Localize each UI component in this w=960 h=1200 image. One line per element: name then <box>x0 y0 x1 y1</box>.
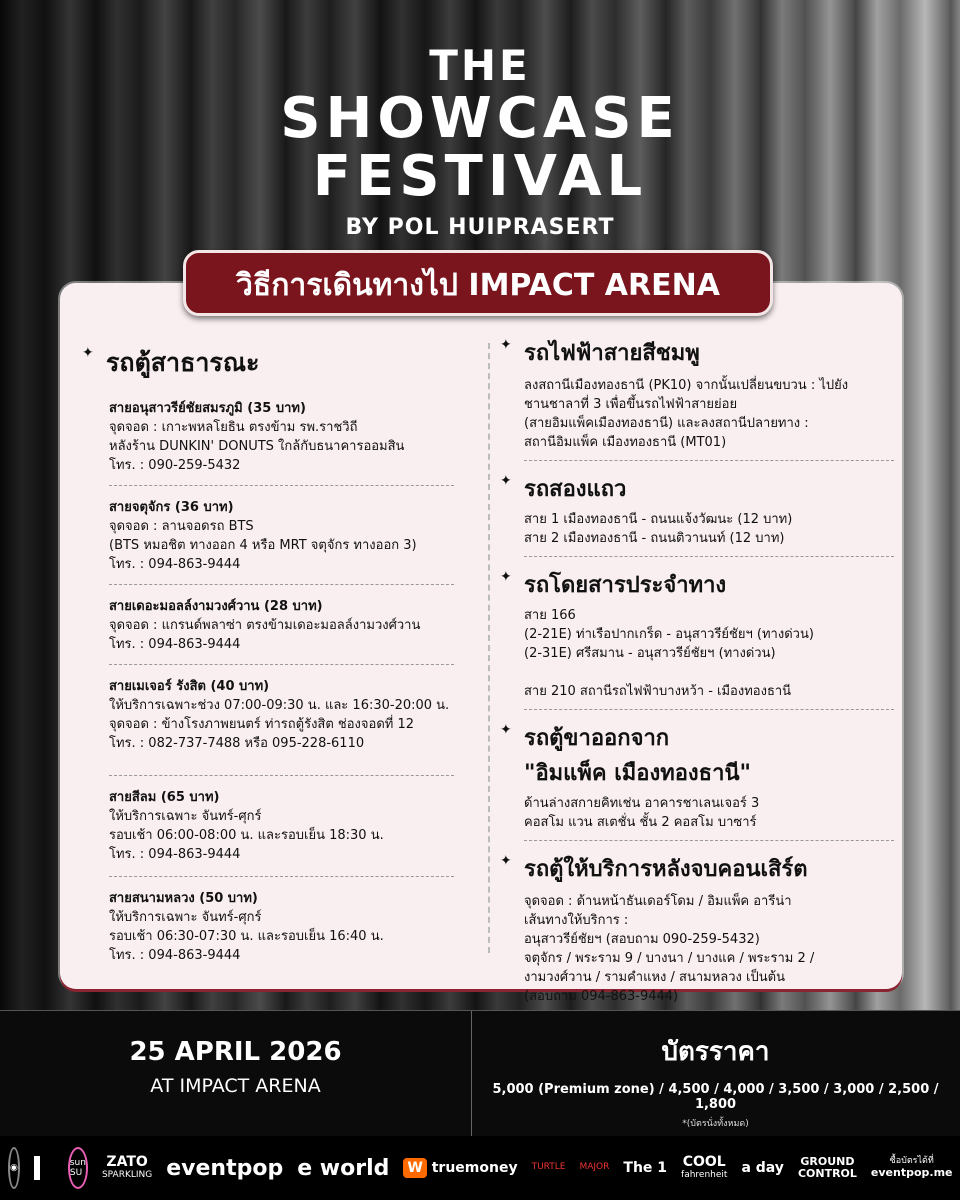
route-line: จุดจอด : แกรนด์พลาซ่า ตรงข้ามเดอะมอลล์งามวงศ์วาน <box>109 618 421 633</box>
route-line: หลังร้าน DUNKIN' DONUTS ใกล้กับธนาคารออมสิน <box>109 439 405 454</box>
sparkle-icon: ✦ <box>500 337 512 353</box>
eventpop-logo: eventpop <box>166 1155 284 1181</box>
sun-su-logo <box>68 1147 88 1189</box>
info-line: (2-21E) ท่าเรือปากเกร็ด - อนุสาวรีย์ชัยฯ (ทางด่วน) <box>524 627 814 642</box>
route-name: สายจตุจักร (36 บาท) <box>109 500 234 515</box>
info-line: สถานีอิมแพ็ค เมืองทองธานี (MT01) <box>524 435 727 450</box>
route-line: รอบเช้า 06:00-08:00 น. และรอบเย็น 18:30 น. <box>109 828 384 843</box>
route-block <box>109 889 502 965</box>
info-line: (สายอิมแพ็คเมืองทองธานี) และลงสถานีปลายทาง : <box>524 416 809 431</box>
info-card <box>60 283 902 1004</box>
route-line: จุดจอด : ลานจอดรถ BTS <box>109 519 254 534</box>
buy-site: eventpop.me <box>870 1165 953 1179</box>
dashed-separator <box>524 556 894 557</box>
info-line: งามวงศ์วาน / รามคำแหง / สนามหลวง เป็นต้น <box>524 970 785 985</box>
logo-by: BY POL HUIPRASERT <box>345 215 615 240</box>
bus-section <box>500 567 900 701</box>
info-line: จตุจักร / พระราม 9 / บางนา / บางแค / พระราม 2 / <box>524 951 815 966</box>
aday-logo: a day <box>741 1160 784 1176</box>
dashed-separator <box>109 775 454 776</box>
info-line: ชานชาลาที่ 3 เพื่อขึ้นรถไฟฟ้าสายย่อย <box>524 397 738 412</box>
turtle-logo: TURTLE <box>531 1162 566 1173</box>
qr-logo-icon <box>34 1156 40 1180</box>
pink-line-section <box>500 335 900 452</box>
info-line: สาย 2 เมืองทองธานี - ถนนติวานนท์ (12 บาท) <box>524 531 785 546</box>
sparkle-icon: ✦ <box>500 853 512 869</box>
festival-logo <box>0 41 960 240</box>
heading-text: รถตู้ขาออกจาก <box>524 726 670 751</box>
price-note: *(บัตรนั่งทั้งหมด) <box>682 1119 749 1129</box>
zato-logo <box>102 1155 152 1180</box>
price-title: บัตรราคา <box>661 1037 770 1067</box>
buy-ticket-link[interactable] <box>871 1157 953 1179</box>
songthaew-section <box>500 471 900 548</box>
dashed-separator <box>109 664 454 665</box>
route-line: โทร. : 090-259-5432 <box>109 458 241 473</box>
route-block <box>109 788 502 864</box>
route-line: โทร. : 094-863-9444 <box>109 637 241 652</box>
bus-heading <box>500 567 900 602</box>
route-block <box>109 597 502 654</box>
van-out-section <box>500 720 900 832</box>
sponsor-bar <box>0 1136 960 1200</box>
info-line: คอสโม แวน สเตชั่น ชั้น 2 คอสโม บาซาร์ <box>524 815 757 830</box>
vinyl-logo-icon: ◉ <box>8 1147 20 1189</box>
route-name: สายอนุสาวรีย์ชัยสมรภูมิ (35 บาท) <box>109 401 306 416</box>
heading-text: รถตู้ให้บริการหลังจบคอนเสิร์ต <box>524 857 808 882</box>
route-line: โทร. : 094-863-9444 <box>109 847 241 862</box>
route-block <box>109 677 502 753</box>
sponsor-subtext: fahrenheit <box>681 1169 728 1180</box>
truemoney-w-icon: W <box>403 1158 426 1178</box>
route-line: จุดจอด : เกาะพหลโยธิน ตรงข้าม รพ.ราชวิถี <box>109 420 358 435</box>
ground-control-logo <box>798 1156 857 1180</box>
heading-text: รถไฟฟ้าสายสีชมพู <box>524 341 700 366</box>
sponsor-subtext: SPARKLING <box>101 1169 153 1180</box>
route-line: โทร. : 094-863-9444 <box>109 948 241 963</box>
sparkle-icon: ✦ <box>500 569 512 585</box>
van-out-heading-2: "อิมแพ็ค เมืองทองธานี" <box>524 761 751 786</box>
eworld-logo: e world <box>297 1155 390 1181</box>
footer-bar <box>0 1010 960 1137</box>
event-date-block <box>0 1037 471 1097</box>
sparkle-icon: ✦ <box>82 345 94 361</box>
info-line: สาย 1 เมืองทองธานี - ถนนแจ้งวัฒนะ (12 บาท) <box>524 512 793 527</box>
route-block <box>109 399 502 475</box>
route-name: สายสีลม (65 บาท) <box>109 790 220 805</box>
ticket-price-block <box>471 1031 960 1130</box>
right-column <box>500 335 900 1006</box>
dashed-separator <box>109 876 454 877</box>
route-block <box>109 498 502 574</box>
dashed-separator <box>524 460 894 461</box>
page-title: วิธีการเดินทางไป IMPACT ARENA <box>183 250 773 316</box>
after-concert-section <box>500 851 900 1006</box>
info-line: สาย 166 <box>524 608 576 623</box>
logo-festival: FESTIVAL <box>312 144 648 209</box>
major-logo: MAJOR <box>579 1162 610 1173</box>
info-line: เส้นทางให้บริการ : <box>524 913 629 928</box>
sponsor-text: ZATO <box>106 1154 148 1171</box>
info-line: อนุสาวรีย์ชัยฯ (สอบถาม 090-259-5432) <box>524 932 760 947</box>
sponsor-text: CONTROL <box>797 1167 857 1180</box>
heading-text: รถตู้สาธารณะ <box>106 348 260 377</box>
cool-fahrenheit-logo <box>681 1155 727 1180</box>
heading-text: รถโดยสารประจำทาง <box>524 573 727 598</box>
truemoney-logo <box>403 1160 517 1176</box>
route-name: สายเมเจอร์ รังสิต (40 บาท) <box>109 679 270 694</box>
route-line: ให้บริการเฉพาะ จันทร์-ศุกร์ <box>109 809 262 824</box>
the1-logo: The 1 <box>623 1160 668 1176</box>
dashed-separator <box>109 584 454 585</box>
route-name: สายเดอะมอลล์งามวงศ์วาน (28 บาท) <box>109 599 323 614</box>
sponsor-text: GROUND <box>800 1154 855 1168</box>
route-line: โทร. : 094-863-9444 <box>109 557 241 572</box>
info-line: จุดจอด : ด้านหน้าธันเดอร์โดม / อิมแพ็ค อารีน่า <box>524 894 792 909</box>
public-van-section <box>82 343 502 965</box>
info-line: ลงสถานีเมืองทองธานี (PK10) จากนั้นเปลี่ยนขบวน : ไปยัง <box>524 378 849 393</box>
info-line: สาย 210 สถานีรถไฟฟ้าบางหว้า - เมืองทองธานี <box>524 684 792 699</box>
event-date: 25 APRIL 2026 <box>129 1037 342 1067</box>
dashed-separator <box>109 485 454 486</box>
event-venue: AT IMPACT ARENA <box>150 1075 321 1097</box>
van-out-heading <box>500 720 900 755</box>
pink-line-heading <box>500 335 900 370</box>
route-name: สายสนามหลวง (50 บาท) <box>109 891 258 906</box>
songthaew-heading <box>500 471 900 506</box>
sponsor-text: truemoney <box>431 1160 518 1176</box>
buy-label: ซื้อบัตรได้ที่ <box>889 1156 934 1166</box>
heading-text: รถสองแถว <box>524 477 627 502</box>
public-van-heading <box>82 343 502 383</box>
logo-the: THE <box>429 41 531 90</box>
route-line: จุดจอด : ข้างโรงภาพยนตร์ ท่ารถตู้รังสิต ช่องจอดที่ 12 <box>109 717 415 732</box>
dashed-separator <box>524 840 894 841</box>
price-list: 5,000 (Premium zone) / 4,500 / 4,000 / 3,500 / 3,000 / 2,500 / 1,800 <box>492 1082 939 1112</box>
logo-showcase: SHOWCASE <box>280 86 680 151</box>
sponsor-text: COOL <box>682 1154 726 1171</box>
after-concert-heading <box>500 851 900 886</box>
sponsor-text: sun SU <box>69 1158 86 1178</box>
route-line: ให้บริการเฉพาะช่วง 07:00-09:30 น. และ 16:30-20:00 น. <box>109 698 450 713</box>
route-line: โทร. : 082-737-7488 หรือ 095-228-6110 <box>109 736 365 751</box>
dashed-separator <box>524 709 894 710</box>
sparkle-icon: ✦ <box>500 473 512 489</box>
route-line: (BTS หมอชิต ทางออก 4 หรือ MRT จตุจักร ทางออก 3) <box>109 538 417 553</box>
info-line: ด้านล่างสกายคิทเช่น อาคารชาเลนเจอร์ 3 <box>524 796 760 811</box>
info-line: (สอบถาม 094-863-9444) <box>524 989 679 1004</box>
info-line: (2-31E) ศรีสมาน - อนุสาวรีย์ชัยฯ (ทางด่วน) <box>524 646 776 661</box>
route-line: ให้บริการเฉพาะ จันทร์-ศุกร์ <box>109 910 262 925</box>
sparkle-icon: ✦ <box>500 722 512 738</box>
route-line: รอบเช้า 06:30-07:30 น. และรอบเย็น 16:40 น. <box>109 929 384 944</box>
